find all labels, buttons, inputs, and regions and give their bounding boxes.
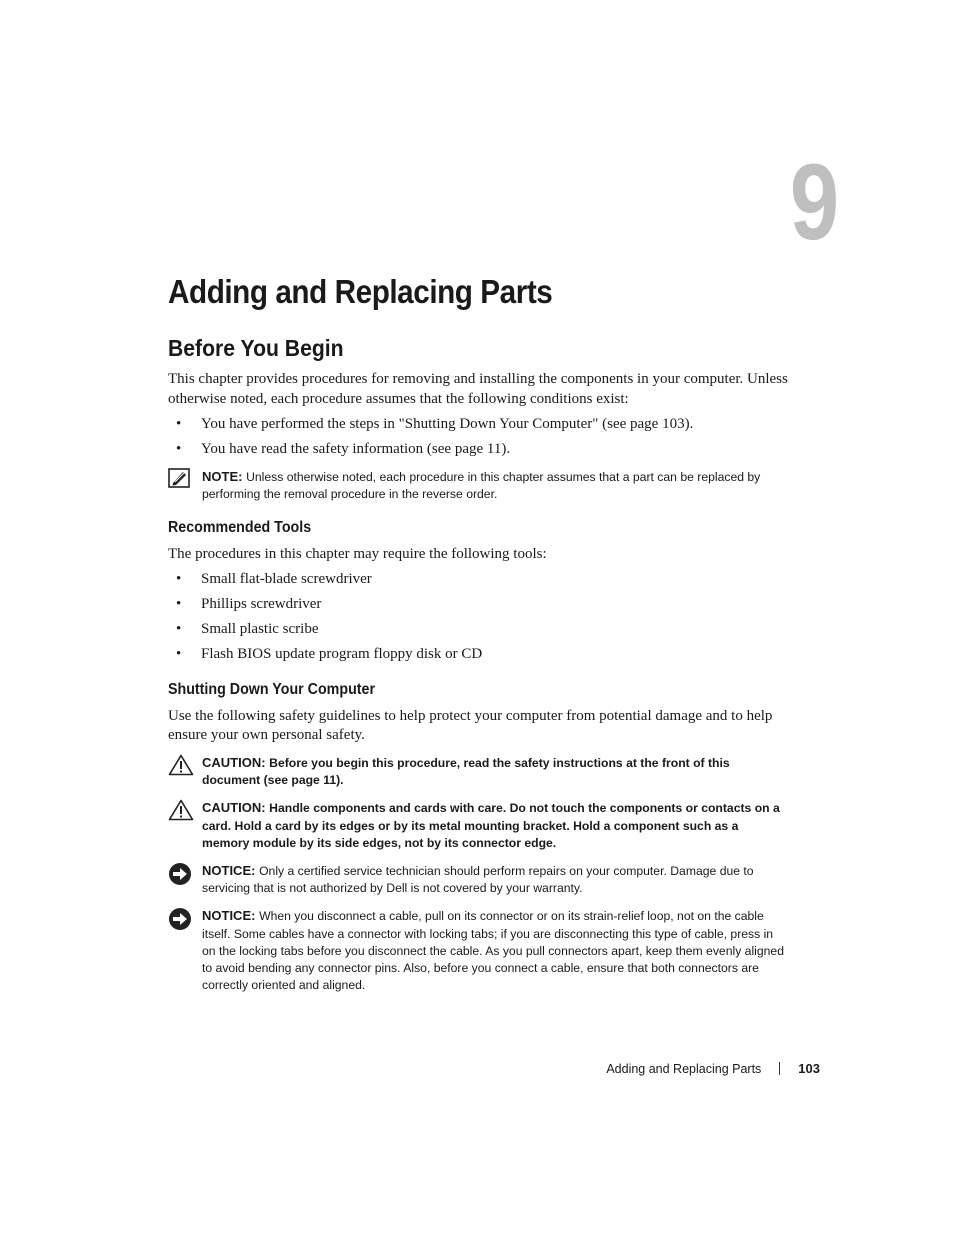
tools-intro: The procedures in this chapter may require the following tools: [168, 545, 547, 562]
list-item: • You have performed the steps in "Shutting Down Your Computer" (see page 103). [168, 415, 788, 435]
caution-label: CAUTION: [202, 800, 270, 816]
list-item: • Small plastic scribe [168, 620, 788, 640]
note-text: Unless otherwise noted, each procedure in this chapter assumes that a part can be replaced by performing the removal procedure in the reverse order. [202, 469, 761, 501]
caution-label: CAUTION: [202, 754, 270, 770]
footer-divider [779, 1062, 780, 1075]
notice-text: Only a certified service technician should perform repairs on your computer. Damage due to servicing that is not authorized by Dell is not covered by your warranty. [202, 863, 754, 896]
safety-intro: Use the following safety guidelines to help protect your computer from potential damage and to help ensure your own personal safety. [168, 707, 773, 744]
chapter-number: 9 [789, 141, 839, 262]
list-item: • Flash BIOS update program floppy disk or CD [168, 645, 788, 665]
section-heading-recommended-tools: Recommended Tools [168, 518, 312, 536]
page-number: 103 [798, 1061, 820, 1076]
note-pencil-icon [168, 468, 194, 492]
footer-section-title: Adding and Replacing Parts [606, 1061, 762, 1076]
note-label: NOTE: [202, 468, 247, 484]
page-content [168, 270, 788, 1004]
list-item: • Small flat-blade screwdriver [168, 570, 788, 590]
notice-block [168, 862, 788, 897]
page-footer [606, 1061, 820, 1076]
caution-triangle-icon [168, 754, 194, 778]
notice-label: NOTICE: [202, 862, 260, 878]
notice-arrow-icon [168, 862, 194, 886]
caution-triangle-icon [168, 799, 194, 823]
intro-paragraph: This chapter provides procedures for removing and installing the components in your computer. Unless otherwise noted, each procedure assumes that the following conditions exist: [168, 371, 788, 407]
notice-block [168, 907, 788, 994]
note-block [168, 468, 788, 503]
caution-text: Handle components and cards with care. Do not touch the components or contacts on a card. Hold a card by its edges or by its metal mounting bracket. Hold a component such as a memory module by its side edges, not by its connector edge. [202, 801, 780, 850]
notice-label: NOTICE: [202, 908, 260, 924]
notice-text: When you disconnect a cable, pull on its connector or on its strain-relief loop, not on the cable itself. Some cables have a connector with locking tabs; if you are disconnecting this type of cable, press in on the locking tabs before you disconnect the cable. As you pull connectors apart, keep them evenly aligned to avoid bending any connector pins. Also, before you connect a cable, ensure that both connectors are correctly oriented and aligned. [202, 909, 784, 993]
chapter-title: Adding and Replacing Parts [168, 273, 553, 310]
section-heading-before-you-begin: Before You Begin [168, 335, 344, 361]
list-item: • Phillips screwdriver [168, 595, 788, 615]
caution-block [168, 799, 788, 852]
notice-arrow-icon [168, 907, 194, 931]
conditions-list [168, 415, 788, 460]
section-heading-shutting-down: Shutting Down Your Computer [168, 680, 376, 698]
list-item: • You have read the safety information (see page 11). [168, 440, 788, 460]
caution-text: Before you begin this procedure, read the safety instructions at the front of this document (see page 11). [202, 755, 730, 788]
caution-block [168, 754, 788, 789]
tools-list [168, 570, 788, 665]
